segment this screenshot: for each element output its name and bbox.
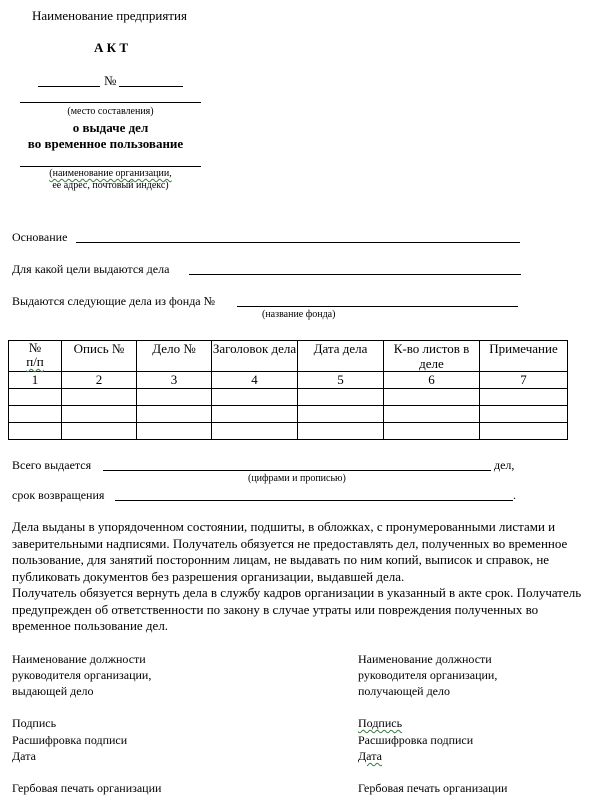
table-row bbox=[9, 406, 568, 423]
basis-line bbox=[76, 242, 520, 243]
paragraph-return-obligation: Получатель обязуется вернуть дела в службу кадров организации в указанный в акте срок. Получатель предупрежден об ответственности по закону в случае утраты или повреждения полученных во временное пользование дел. bbox=[12, 585, 582, 633]
col-number: 6 bbox=[384, 372, 480, 389]
table-row bbox=[9, 423, 568, 440]
left-position-1: Наименование должности bbox=[12, 652, 146, 666]
right-position-3: получающей дело bbox=[358, 684, 450, 698]
col-number: 2 bbox=[62, 372, 137, 389]
table-cell bbox=[298, 423, 384, 440]
table-cell bbox=[137, 406, 212, 423]
org-line bbox=[20, 166, 201, 167]
col-number: 1 bbox=[9, 372, 62, 389]
doc-title-line2: во временное пользование bbox=[27, 136, 184, 151]
left-decode: Расшифровка подписи bbox=[12, 733, 128, 747]
left-date: Дата bbox=[12, 749, 36, 763]
col-header: Дело № bbox=[137, 341, 212, 372]
col-number: 3 bbox=[137, 372, 212, 389]
table-cell bbox=[9, 406, 62, 423]
place-caption: (место составления) bbox=[67, 106, 154, 117]
purpose-line bbox=[189, 274, 521, 275]
table-cell bbox=[298, 406, 384, 423]
org-caption-1: (наименование организации, bbox=[49, 168, 172, 179]
col-number: 5 bbox=[298, 372, 384, 389]
left-sign: Подпись bbox=[12, 716, 57, 730]
table-cell bbox=[137, 423, 212, 440]
enterprise-name: Наименование предприятия bbox=[32, 8, 187, 23]
act-title: А К Т bbox=[94, 40, 128, 55]
col-header: Опись № bbox=[62, 341, 137, 372]
left-position-2: руководителя организации, bbox=[12, 668, 152, 682]
table-cell bbox=[480, 389, 568, 406]
table-cell bbox=[62, 423, 137, 440]
right-position-1: Наименование должности bbox=[358, 652, 492, 666]
right-sign: Подпись bbox=[358, 716, 403, 730]
table-number-row bbox=[9, 372, 568, 389]
table-row bbox=[9, 389, 568, 406]
paragraph-issue-conditions: Дела выданы в упорядоченном состоянии, подшиты, в обложках, с пронумерованными листами и заверительными надписями. Получатель обязуется не предоставлять дел, полученных во временное пользование, для занятий посторонним лицам, не выдавать по ним копий, выписок и справок, не публиковать документов без разрешения организации, выдавшей дела. bbox=[12, 519, 568, 584]
table-cell bbox=[480, 423, 568, 440]
right-decode: Расшифровка подписи bbox=[358, 733, 474, 747]
table-cell bbox=[137, 389, 212, 406]
act-date-line bbox=[38, 86, 100, 87]
return-line bbox=[115, 500, 513, 501]
basis-label: Основание bbox=[12, 230, 68, 244]
table-cell bbox=[384, 389, 480, 406]
purpose-label: Для какой цели выдаются дела bbox=[12, 262, 170, 276]
place-line bbox=[20, 102, 201, 103]
return-label: срок возвращения bbox=[12, 488, 105, 502]
col-header: К-во листов в деле bbox=[384, 341, 480, 372]
fund-caption: (название фонда) bbox=[262, 309, 336, 320]
issued-caption: (цифрами и прописью) bbox=[248, 473, 346, 484]
issued-suffix: дел, bbox=[494, 458, 515, 472]
left-seal: Гербовая печать организации bbox=[12, 781, 162, 795]
table-cell bbox=[212, 423, 298, 440]
right-date: Дата bbox=[358, 749, 382, 763]
table-cell bbox=[9, 389, 62, 406]
table-header-row bbox=[9, 341, 568, 372]
table-cell bbox=[212, 389, 298, 406]
col-header: Заголовок дела bbox=[212, 341, 298, 372]
col-header: Дата дела bbox=[298, 341, 384, 372]
return-suffix: . bbox=[513, 488, 516, 502]
table-cell bbox=[298, 389, 384, 406]
doc-title-line1: о выдаче дел bbox=[72, 120, 149, 135]
table-cell bbox=[384, 423, 480, 440]
org-caption-2: ее адрес, почтовый индекс) bbox=[52, 180, 169, 191]
table-cell bbox=[62, 389, 137, 406]
left-position-3: выдающей дело bbox=[12, 684, 94, 698]
number-sign: № bbox=[104, 73, 117, 88]
issued-label: Всего выдается bbox=[12, 458, 92, 472]
col-number: 4 bbox=[212, 372, 298, 389]
table-cell bbox=[480, 406, 568, 423]
right-position-2: руководителя организации, bbox=[358, 668, 498, 682]
fund-label: Выдаются следующие дела из фонда № bbox=[12, 294, 216, 308]
col-number: 7 bbox=[480, 372, 568, 389]
fund-line bbox=[237, 306, 518, 307]
table-cell bbox=[212, 406, 298, 423]
issued-line bbox=[103, 470, 491, 471]
table-cell bbox=[384, 406, 480, 423]
table-cell bbox=[9, 423, 62, 440]
table-cell bbox=[62, 406, 137, 423]
col-header: № п/п bbox=[9, 341, 62, 372]
right-seal: Гербовая печать организации bbox=[358, 781, 508, 795]
act-number-line bbox=[119, 86, 183, 87]
cases-table bbox=[8, 340, 568, 440]
col-header: Примечание bbox=[480, 341, 568, 372]
